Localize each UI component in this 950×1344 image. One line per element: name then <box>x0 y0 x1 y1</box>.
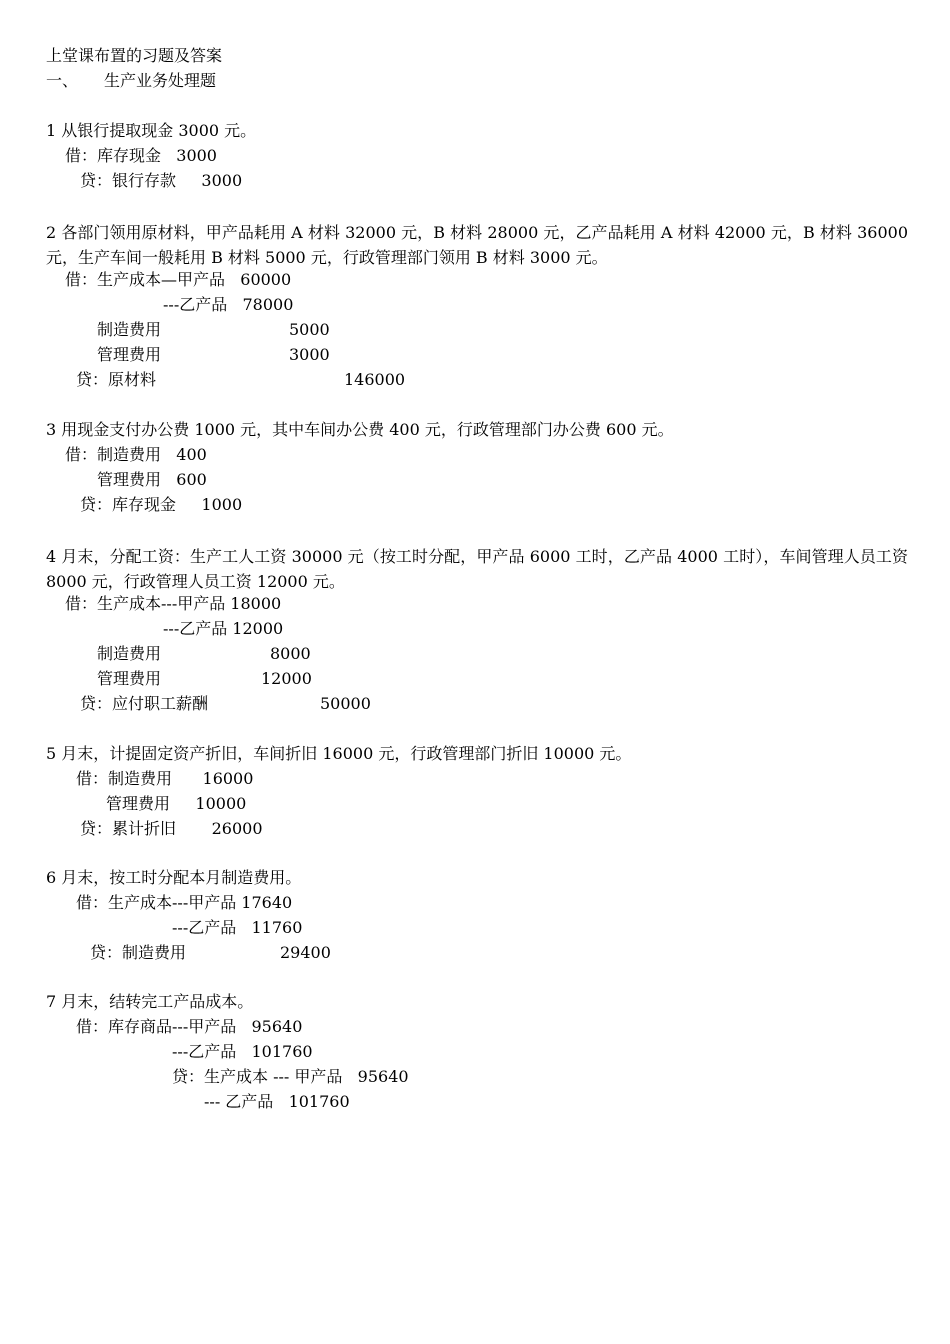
question-5-text: 5 月末，计提固定资产折旧，车间折旧 16000 元，行政管理部门折旧 10000 元。 <box>46 744 632 763</box>
q2-credit-entry-amount: 146000 <box>344 370 406 389</box>
q3-debit-entry-2: 管理费用 600 <box>97 470 207 489</box>
q4-debit-entry-3-account: 制造费用 <box>97 644 162 663</box>
q7-debit-entry-2: ---乙产品 101760 <box>172 1042 313 1061</box>
q4-debit-entry-2: ---乙产品 12000 <box>163 619 284 638</box>
q2-debit-entry-3-account: 制造费用 <box>97 320 162 339</box>
question-7-text: 7 月末，结转完工产品成本。 <box>46 992 254 1011</box>
q7-debit-entry-1: 借：库存商品---甲产品 95640 <box>76 1017 303 1036</box>
q4-credit-entry-account: 贷：应付职工薪酬 <box>80 694 209 713</box>
section-number: 一、 <box>46 71 79 90</box>
q5-debit-entry-2: 管理费用 10000 <box>106 794 247 813</box>
q3-credit-entry: 贷：库存现金 1000 <box>80 495 243 514</box>
q7-credit-entry-2: --- 乙产品 101760 <box>204 1092 350 1111</box>
question-1-text: 1 从银行提取现金 3000 元。 <box>46 121 257 140</box>
question-6-text: 6 月末，按工时分配本月制造费用。 <box>46 868 302 887</box>
document-title: 上堂课布置的习题及答案 <box>46 46 223 65</box>
q5-credit-entry: 贷：累计折旧 26000 <box>80 819 263 838</box>
q4-debit-entry-1: 借：生产成本---甲产品 18000 <box>65 594 282 613</box>
q6-credit-entry-account: 贷：制造费用 <box>90 943 187 962</box>
q4-debit-entry-3-amount: 8000 <box>270 644 311 663</box>
q2-debit-entry-4-account: 管理费用 <box>97 345 162 364</box>
q7-credit-entry-1: 贷：生产成本 --- 甲产品 95640 <box>172 1067 409 1086</box>
q2-debit-entry-4-amount: 3000 <box>289 345 330 364</box>
question-3-text: 3 用现金支付办公费 1000 元，其中车间办公费 400 元，行政管理部门办公费 600 元。 <box>46 420 674 439</box>
q4-debit-entry-4-account: 管理费用 <box>97 669 162 688</box>
q6-debit-entry-2: ---乙产品 11760 <box>172 918 303 937</box>
q3-debit-entry-1: 借：制造费用 400 <box>65 445 207 464</box>
q4-credit-entry-amount: 50000 <box>320 694 371 713</box>
q1-credit-entry: 贷：银行存款 3000 <box>80 171 243 190</box>
q6-credit-entry-amount: 29400 <box>280 943 331 962</box>
q6-debit-entry-1: 借：生产成本---甲产品 17640 <box>76 893 293 912</box>
question-2-text: 2 各部门领用原材料，甲产品耗用 A 材料 32000 元，B 材料 28000 元，乙产品耗用 A 材料 42000 元，B 材料 36000 元，生产车间一般耗用 B 材料 5000 元，行政管理部门领用 B 材料 3000 元。 <box>46 223 908 267</box>
q2-debit-entry-3-amount: 5000 <box>289 320 330 339</box>
section-heading: 生产业务处理题 <box>104 71 217 90</box>
q5-debit-entry-1: 借：制造费用 16000 <box>76 769 254 788</box>
q4-debit-entry-4-amount: 12000 <box>261 669 312 688</box>
q2-debit-entry-1: 借：生产成本—甲产品 60000 <box>65 270 292 289</box>
q2-debit-entry-2: ---乙产品 78000 <box>163 295 294 314</box>
q1-debit-entry: 借：库存现金 3000 <box>65 146 217 165</box>
question-4-text: 4 月末，分配工资：生产工人工资 30000 元（按工时分配，甲产品 6000 工时，乙产品 4000 工时），车间管理人员工资 8000 元，行政管理人员工资 12000 元。 <box>46 547 908 591</box>
q2-credit-entry-account: 贷：原材料 <box>76 370 157 389</box>
